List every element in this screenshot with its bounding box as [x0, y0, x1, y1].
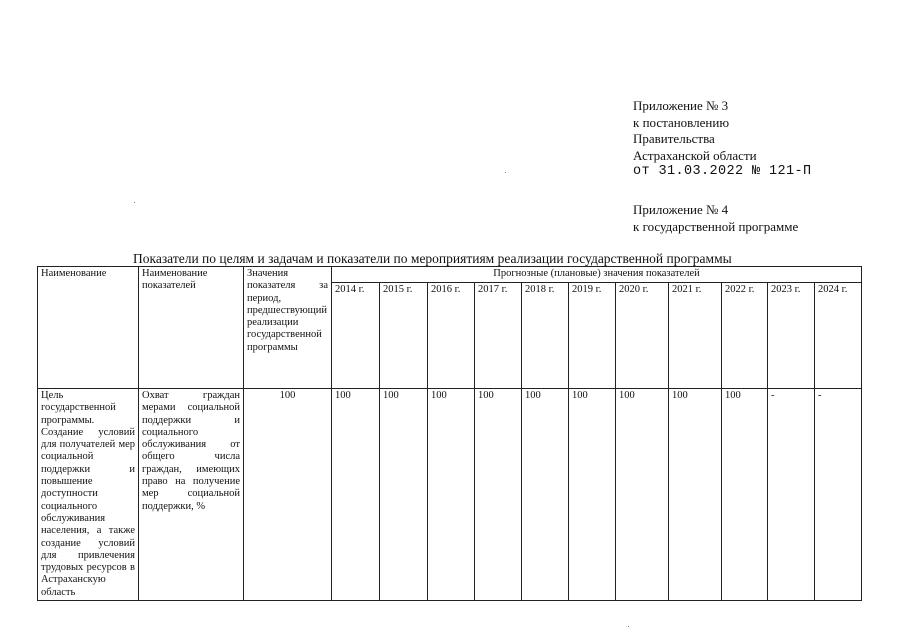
cell-value: 100	[475, 389, 522, 601]
appendix-4-block	[633, 202, 798, 235]
cell-previous-value: 100	[244, 389, 332, 601]
indicators-table	[37, 266, 862, 601]
header-year: 2015 г.	[380, 283, 428, 389]
header-year: 2024 г.	[815, 283, 862, 389]
appendix-3-title: Приложение № 3	[633, 98, 729, 113]
header-year: 2019 г.	[569, 283, 616, 389]
appendix-3-ref-3: Астраханской области	[633, 147, 757, 163]
cell-value: 100	[380, 389, 428, 601]
document-title: Показатели по целям и задачам и показатели по мероприятиям реализации государственной программы	[133, 251, 732, 266]
appendix-3-date-number: от 31.03.2022 № 121-П	[633, 164, 812, 179]
cell-indicator: Охват граждан мерами социальной поддержки и социального обслуживания от общего числа граждан, имеющих право на получение мер социальной поддержки, %	[139, 389, 244, 601]
header-year: 2018 г.	[522, 283, 569, 389]
header-indicator: Наименование показателей	[139, 267, 244, 389]
cell-value: 100	[428, 389, 475, 601]
appendix-4-title: Приложение № 4	[633, 202, 729, 217]
header-year: 2016 г.	[428, 283, 475, 389]
cell-value: 100	[616, 389, 669, 601]
header-year: 2017 г.	[475, 283, 522, 389]
cell-value: 100	[332, 389, 380, 601]
header-year: 2021 г.	[669, 283, 722, 389]
cell-goal: Цель государственной программы. Создание условий для получателей мер социальной поддержки и повышение доступности социального обслуживания населения, а также создание условий для привлечения трудовых ресурсов в Астраханскую область	[38, 389, 139, 601]
appendix-3-block	[633, 98, 812, 181]
header-year: 2020 г.	[616, 283, 669, 389]
header-name: Наименование	[38, 267, 139, 389]
cell-value: -	[815, 389, 862, 601]
header-previous-period: Значения показателя за период, предшествующий реализации государственной программы	[244, 267, 332, 389]
appendix-3-ref-1: к постановлению	[633, 114, 730, 130]
header-forecast: Прогнозные (плановые) значения показателей	[332, 267, 862, 283]
table-row	[38, 389, 862, 601]
cell-value: -	[768, 389, 815, 601]
cell-value: 100	[722, 389, 768, 601]
appendix-4-ref: к государственной программе	[633, 218, 799, 234]
table-header-row	[38, 267, 862, 283]
scan-speck	[134, 202, 135, 203]
cell-value: 100	[669, 389, 722, 601]
appendix-3-ref-2: Правительства	[633, 131, 715, 146]
header-year: 2023 г.	[768, 283, 815, 389]
scan-speck	[505, 172, 506, 173]
header-year: 2022 г.	[722, 283, 768, 389]
scan-speck	[628, 626, 629, 627]
header-year: 2014 г.	[332, 283, 380, 389]
cell-value: 100	[569, 389, 616, 601]
cell-value: 100	[522, 389, 569, 601]
